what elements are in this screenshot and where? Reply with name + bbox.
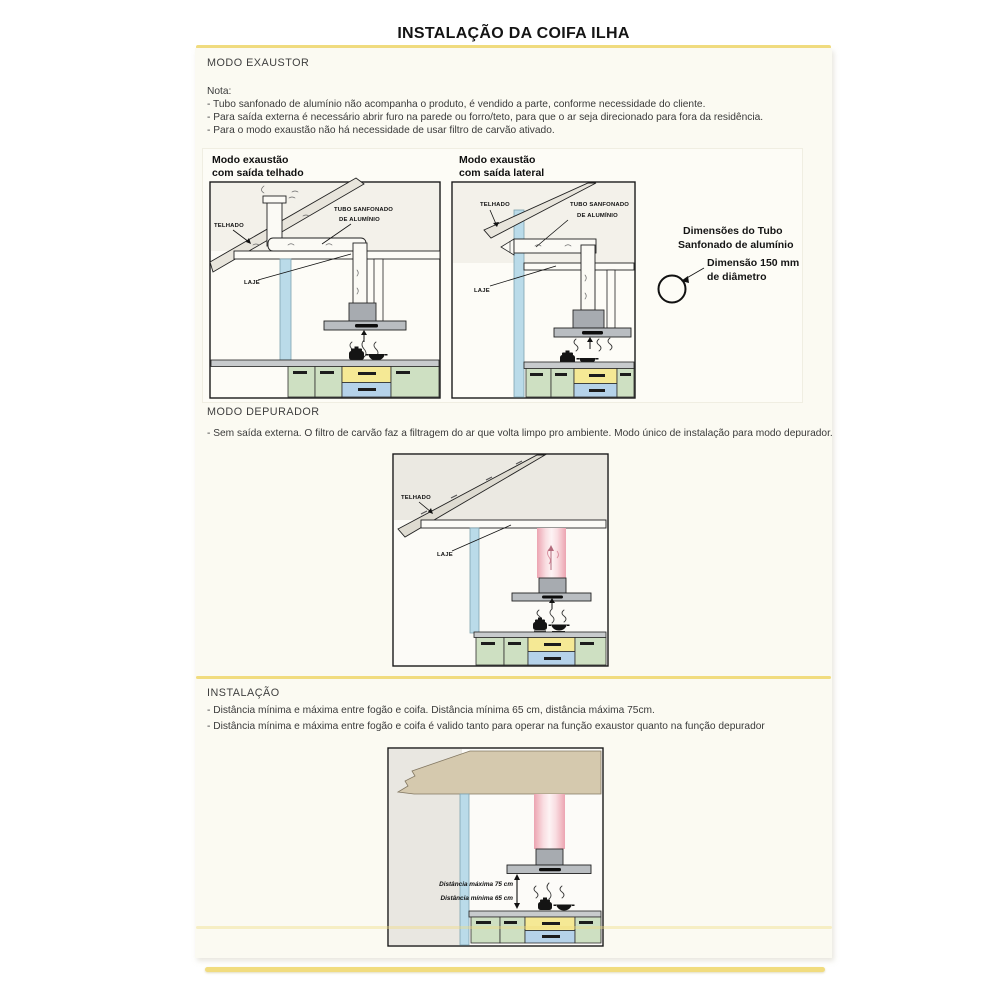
duct-vertical [353, 243, 367, 305]
hood-support [607, 270, 615, 328]
exaustor-bullet: - Para o modo exaustão não há necessidade de usar filtro de carvão ativado. [207, 125, 555, 136]
label-tubo: DE ALUMÍNIO [339, 217, 380, 223]
label-tubo: TUBO SANFONADO [334, 207, 394, 213]
duct-vertical [581, 245, 595, 310]
laje-beam [421, 520, 606, 528]
label-distancia-minima: Distância mínima 65 cm [440, 895, 513, 902]
diagram-depurador [391, 452, 610, 668]
section-instalacao-header: INSTALAÇÃO [207, 687, 280, 699]
label-laje: LAJE [437, 552, 453, 558]
diagram-title: Modo exaustão [212, 154, 289, 166]
dimensions-title: Sanfonado de alumínio [678, 239, 794, 251]
section-exaustor-header: MODO EXAUSTOR [207, 57, 310, 69]
hood-chimney [349, 303, 376, 322]
hood-vent-slot [539, 868, 561, 871]
cabinet-door [471, 917, 500, 943]
exaustor-bullet: - Tubo sanfonado de alumínio não acompanha o produto, é vendido a parte, conforme necessidade do cliente. [207, 99, 706, 110]
label-telhado: TELHADO [214, 223, 244, 229]
countertop [211, 360, 439, 367]
cabinets [288, 367, 439, 398]
section-depurador-header: MODO DEPURADOR [207, 406, 320, 418]
wall-column [514, 210, 524, 397]
label-distancia-maxima: Distância máxima 75 cm [439, 881, 513, 888]
diagram-title: com saída telhado [212, 167, 304, 179]
cabinet-door [575, 917, 601, 943]
dimensions-annotation [650, 222, 822, 327]
tube-diameter-circle [659, 276, 686, 303]
section-divider [196, 676, 831, 679]
clean-air-column [537, 528, 566, 578]
duct-horizontal [268, 238, 366, 251]
diagram-title: com saída lateral [459, 167, 545, 179]
clean-air-column [534, 794, 565, 849]
cabinet-door [526, 369, 551, 398]
label-tubo: TUBO SANFONADO [570, 202, 630, 208]
diagram-title: Modo exaustão [459, 154, 536, 166]
diagram-distances [386, 746, 605, 949]
cabinet-door [476, 638, 504, 666]
hood-chimney [573, 310, 604, 328]
cabinet-door [504, 638, 528, 666]
label-laje: LAJE [474, 288, 490, 294]
hood-vent-slot [355, 324, 378, 328]
label-laje: LAJE [244, 280, 260, 286]
nota-label: Nota: [207, 86, 232, 97]
countertop [469, 911, 601, 917]
wall-column [280, 259, 291, 360]
cabinets [471, 917, 601, 943]
bottom-accent-line [205, 967, 825, 972]
cabinets [476, 638, 606, 666]
dimensions-title: Dimensões do Tubo [683, 225, 783, 237]
cabinet-door [500, 917, 525, 943]
wall-column [470, 528, 479, 633]
hood-chimney [536, 849, 563, 865]
dimension-value: de diâmetro [707, 271, 767, 283]
dimension-value: Dimensão 150 mm [707, 257, 800, 269]
cabinets [526, 369, 634, 398]
cabinet-door [617, 369, 634, 398]
hood-vent-slot [542, 596, 563, 599]
label-tubo: DE ALUMÍNIO [577, 213, 618, 219]
page-title: INSTALAÇÃO DA COIFA ILHA [397, 25, 630, 42]
wall-column [460, 794, 469, 945]
countertop [474, 632, 606, 638]
hood-chimney [539, 578, 566, 593]
instalacao-bullet: - Distância mínima e máxima entre fogão e coifa. Distância mínima 65 cm, distância máxima 75cm. [207, 705, 655, 716]
cabinet-door [551, 369, 574, 398]
cabinet-door [575, 638, 606, 666]
hood-vent-slot [582, 331, 603, 335]
instalacao-bullet: - Distância mínima e máxima entre fogão e coifa é valido tanto para operar na função exaustor quanto na função depurador [207, 721, 765, 732]
exaustor-bullet: - Para saída externa é necessário abrir furo na parede ou forro/teto, para que o ar seja direcionado para fora da residência. [207, 112, 764, 123]
attic-area [394, 455, 607, 520]
diagram-roof-exit [208, 150, 442, 400]
laje-beam [524, 263, 634, 270]
label-telhado: TELHADO [480, 202, 510, 208]
depurador-bullet: - Sem saída externa. O filtro de carvão faz a filtragem do ar que volta limpo pro ambiente. Modo único de instalação para modo depurador. [207, 428, 833, 439]
countertop [524, 362, 634, 369]
label-telhado: TELHADO [401, 495, 431, 501]
